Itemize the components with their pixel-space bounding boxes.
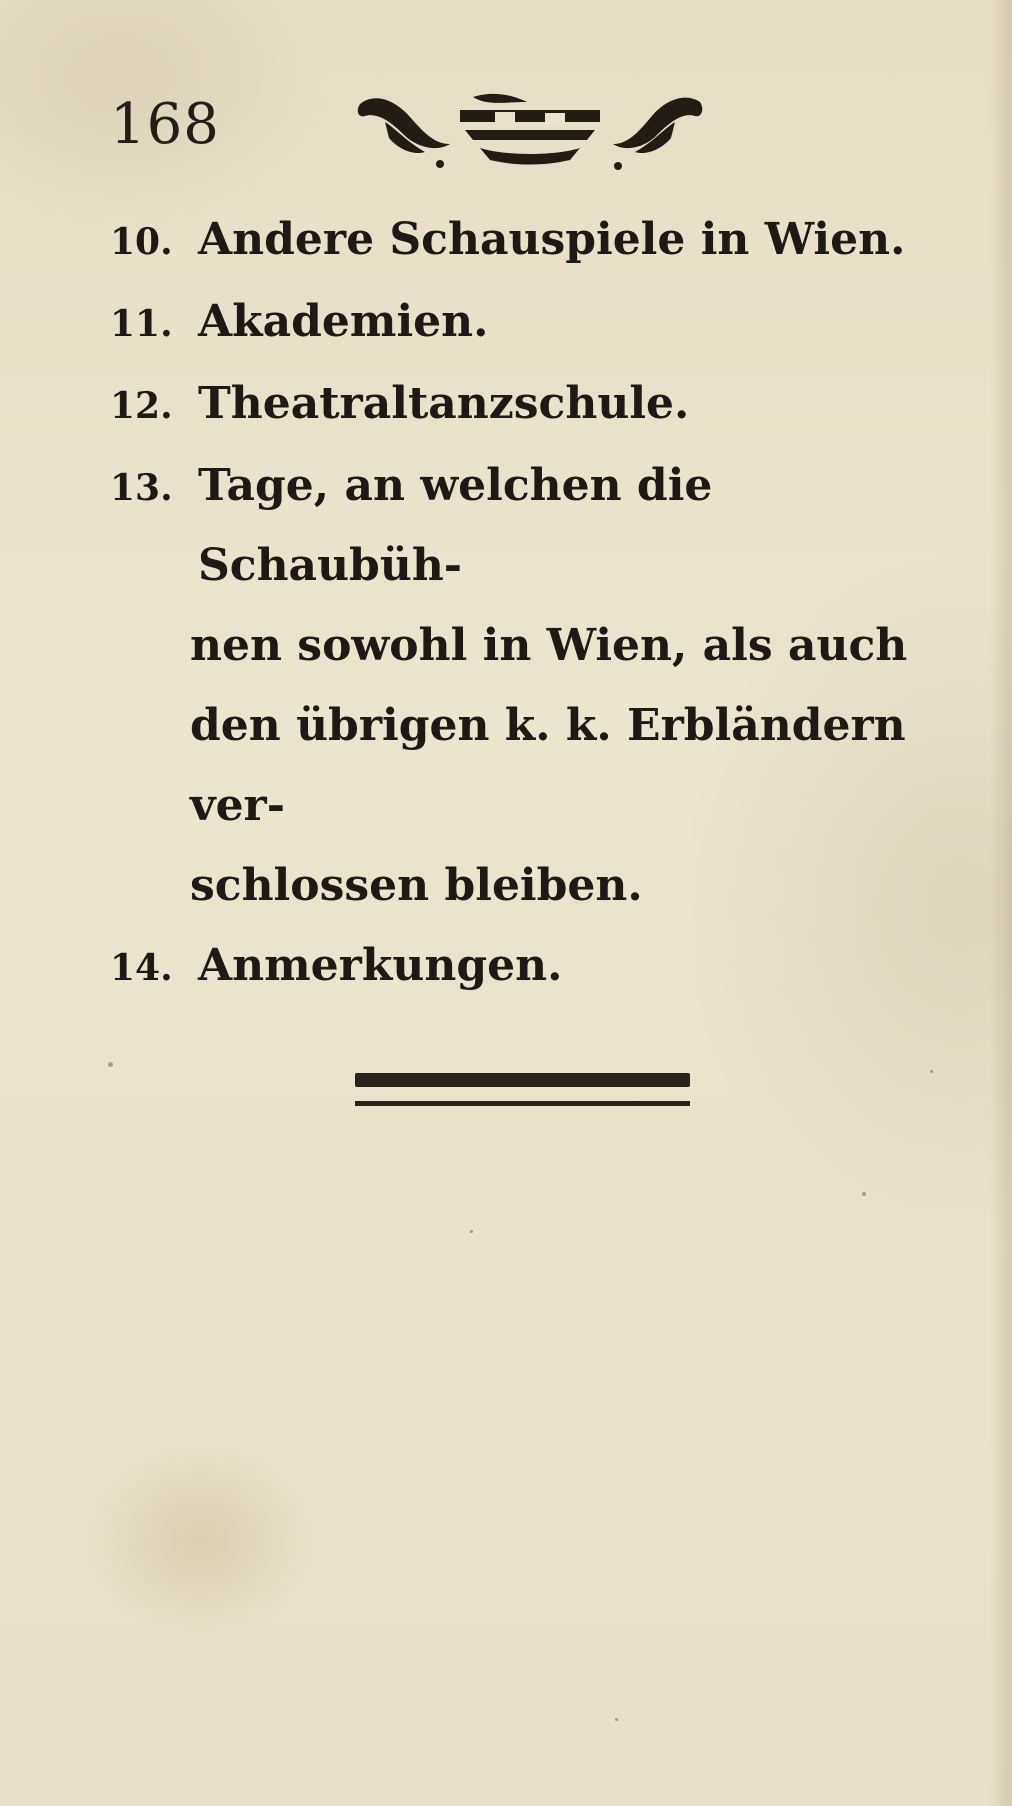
rule-thin-line [355,1101,690,1106]
entry-title: Theatraltanzschule. [198,378,690,429]
header-ornament [355,82,705,182]
toc-entry-12 [110,364,940,446]
page-edge-shadow [990,0,1012,1806]
entry-title: Tage, an welchen die Schaubüh- [198,460,713,591]
toc-entry-11 [110,282,940,364]
toc-entry-13 [110,446,940,926]
entry-title: Anmerkungen. [198,940,563,991]
paper-speck [470,1230,473,1233]
toc-entry-10 [110,200,940,282]
table-of-contents [110,200,940,1008]
paper-speck [615,1718,618,1721]
toc-entry-14 [110,926,940,1008]
entry-number: 11. [110,303,173,345]
page-number: 168 [110,92,220,157]
entry-number: 14. [110,947,173,989]
entry-title: Andere Schauspiele in Wien. [198,214,906,265]
entry-title: Akademien. [198,296,489,347]
paper-speck [862,1192,866,1196]
entry-title-continuation: schlossen bleiben. [190,860,643,911]
paper-speck [108,1062,113,1067]
end-rule [355,1073,690,1109]
entry-number: 13. [110,467,173,509]
entry-number: 12. [110,385,173,427]
paper-speck [930,1070,933,1073]
rule-thick-line [355,1073,690,1087]
entry-title-continuation: nen sowohl in Wien, als auch [190,620,908,671]
entry-title-continuation: den übrigen k. k. Erbländern ver- [190,700,906,831]
entry-number: 10. [110,221,173,263]
